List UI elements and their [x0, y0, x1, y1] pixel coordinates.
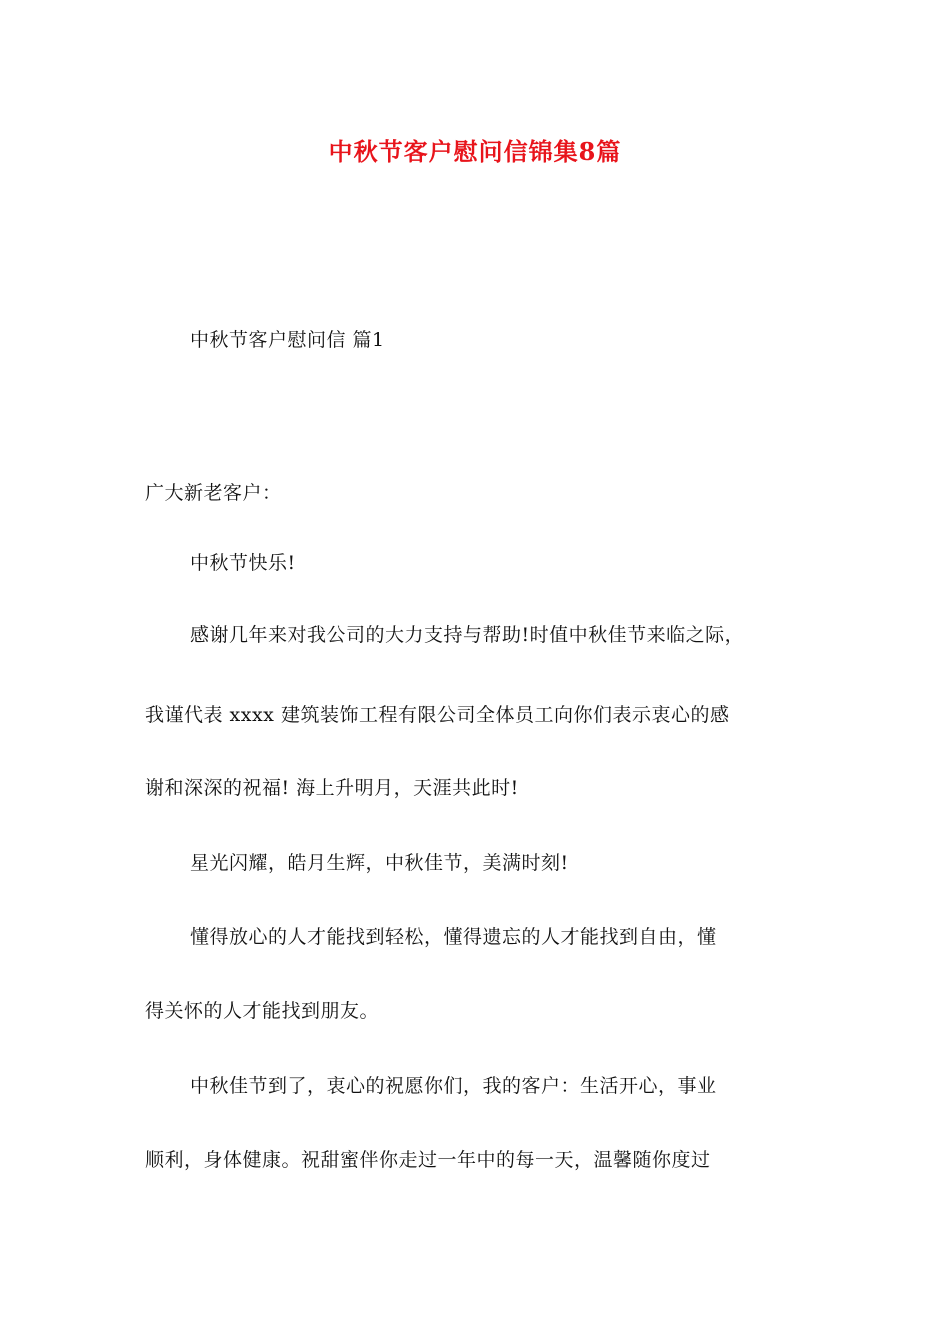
body-line: 懂得放心的人才能找到轻松，懂得遗忘的人才能找到自由，懂 — [190, 926, 717, 948]
body-line: 中秋节快乐! — [190, 552, 296, 574]
body-line: 谢和深深的祝福! 海上升明月，天涯共此时! — [145, 777, 519, 799]
document-title: 中秋节客户慰问信锦集8篇 — [328, 137, 622, 166]
section-heading: 中秋节客户慰问信 篇1 — [190, 329, 385, 351]
body-line: 中秋佳节到了，衷心的祝愿你们，我的客户：生活开心，事业 — [190, 1075, 717, 1097]
body-line: 星光闪耀，皓月生辉，中秋佳节，美满时刻! — [190, 852, 569, 874]
body-line: 顺利，身体健康。祝甜蜜伴你走过一年中的每一天，温馨随你度过 — [145, 1149, 711, 1171]
body-line: 感谢几年来对我公司的大力支持与帮助!时值中秋佳节来临之际， — [190, 624, 745, 646]
body-line: 我谨代表 xxxx 建筑装饰工程有限公司全体员工向你们表示衷心的感 — [145, 704, 730, 726]
body-line: 得关怀的人才能找到朋友。 — [145, 1000, 380, 1022]
salutation-line: 广大新老客户： — [145, 482, 282, 504]
